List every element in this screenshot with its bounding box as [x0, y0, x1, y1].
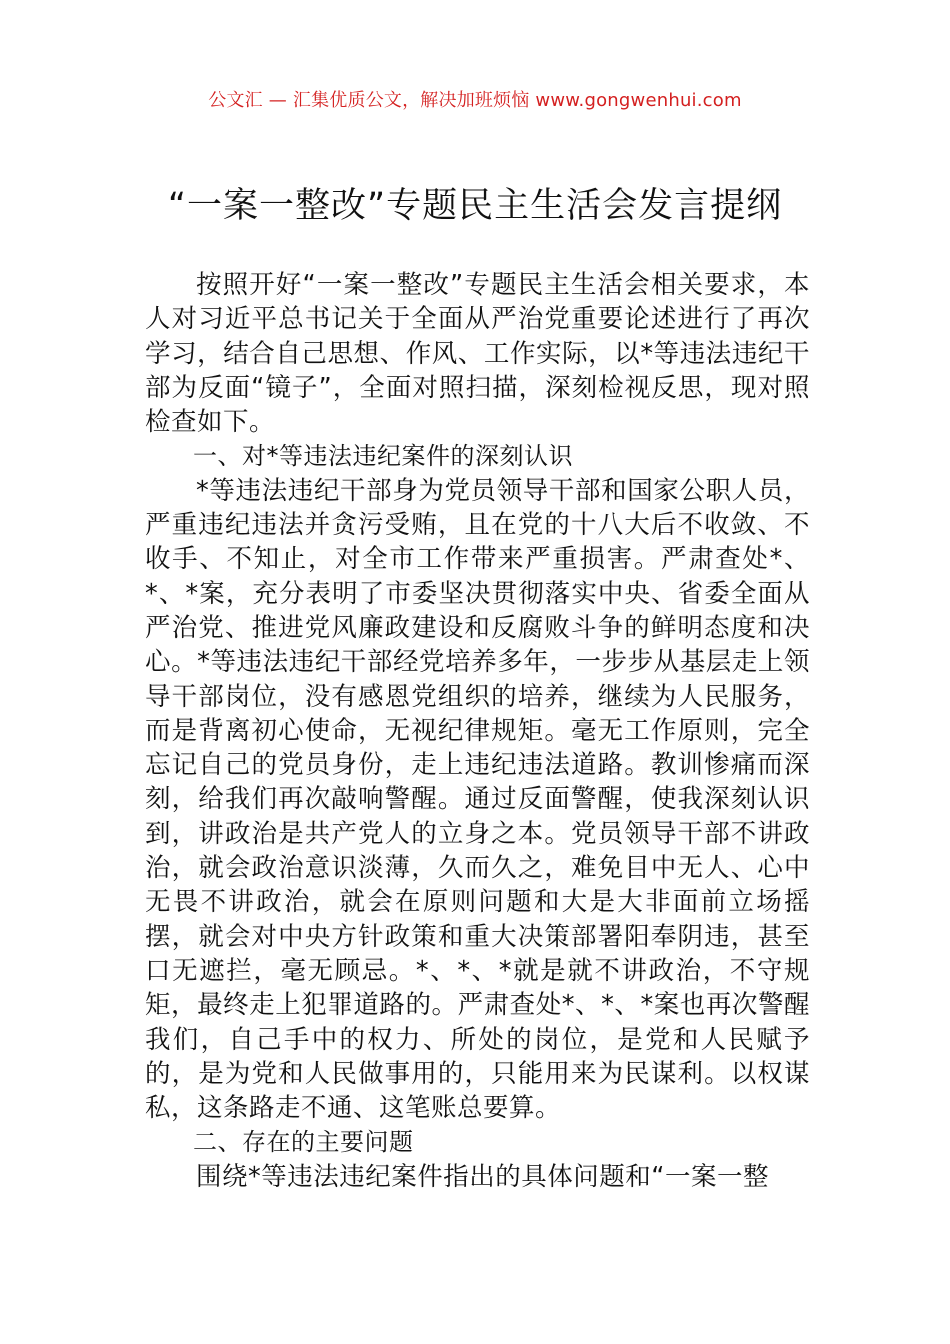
intro-paragraph: 按照开好“一案一整改”专题民主生活会相关要求，本人对习近平总书记关于全面从严治党重要论述进行了再次学习，结合自己思想、作风、工作实际，以*等违法违纪干部为反面“镜子”，全面对照扫描，深刻检视反思，现对照检查如下。 — [145, 270, 810, 438]
section-heading-2: 二、存在的主要问题 — [193, 1128, 414, 1157]
section-heading-1: 一、对*等违法违纪案件的深刻认识 — [193, 442, 573, 471]
section-2-paragraph: 围绕*等违法违纪案件指出的具体问题和“一案一整 — [196, 1161, 769, 1192]
section-1-paragraph: *等违法违纪干部身为党员领导干部和国家公职人员，严重违纪违法并贪污受贿，且在党的十八大后不收敛、不收手、不知止，对全市工作带来严重损害。严肃查处*、*、*案，充分表明了市委坚决贯彻落实中央、省委全面从严治党、推进党风廉政建设和反腐败斗争的鲜明态度和决心。*等违法违纪干部经党培养多年，一步步从基层走上领导干部岗位，没有感恩党组织的培养，继续为人民服务，而是背离初心使命，无视纪律规矩。毫无工作原则，完全忘记自己的党员身份，走上违纪违法道路。教训惨痛而深刻，给我们再次敲响警醒。通过反面警醒，使我深刻认识到，讲政治是共产党人的立身之本。党员领导干部不讲政治，就会政治意识淡薄，久而久之，难免目中无人、心中无畏不讲政治，就会在原则问题和大是大非面前立场摇摆，就会对中央方针政策和重大决策部署阳奉阴违，甚至口无遮拦，毫无顾忌。*、*、*就是就不讲政治，不守规矩，最终走上犯罪道路的。严肃查处*、*、*案也再次警醒我们，自己手中的权力、所处的岗位，是党和人民赋予的，是为党和人民做事用的，只能用来为民谋利。以权谋私，这条路走不通、这笔账总要算。 — [145, 475, 810, 1124]
site-header-banner: 公文汇 — 汇集优质公文，解决加班烦恼 www.gongwenhui.com — [208, 90, 742, 111]
document-body — [145, 268, 810, 1194]
document-title: “一案一整改”专题民主生活会发言提纲 — [167, 186, 783, 226]
